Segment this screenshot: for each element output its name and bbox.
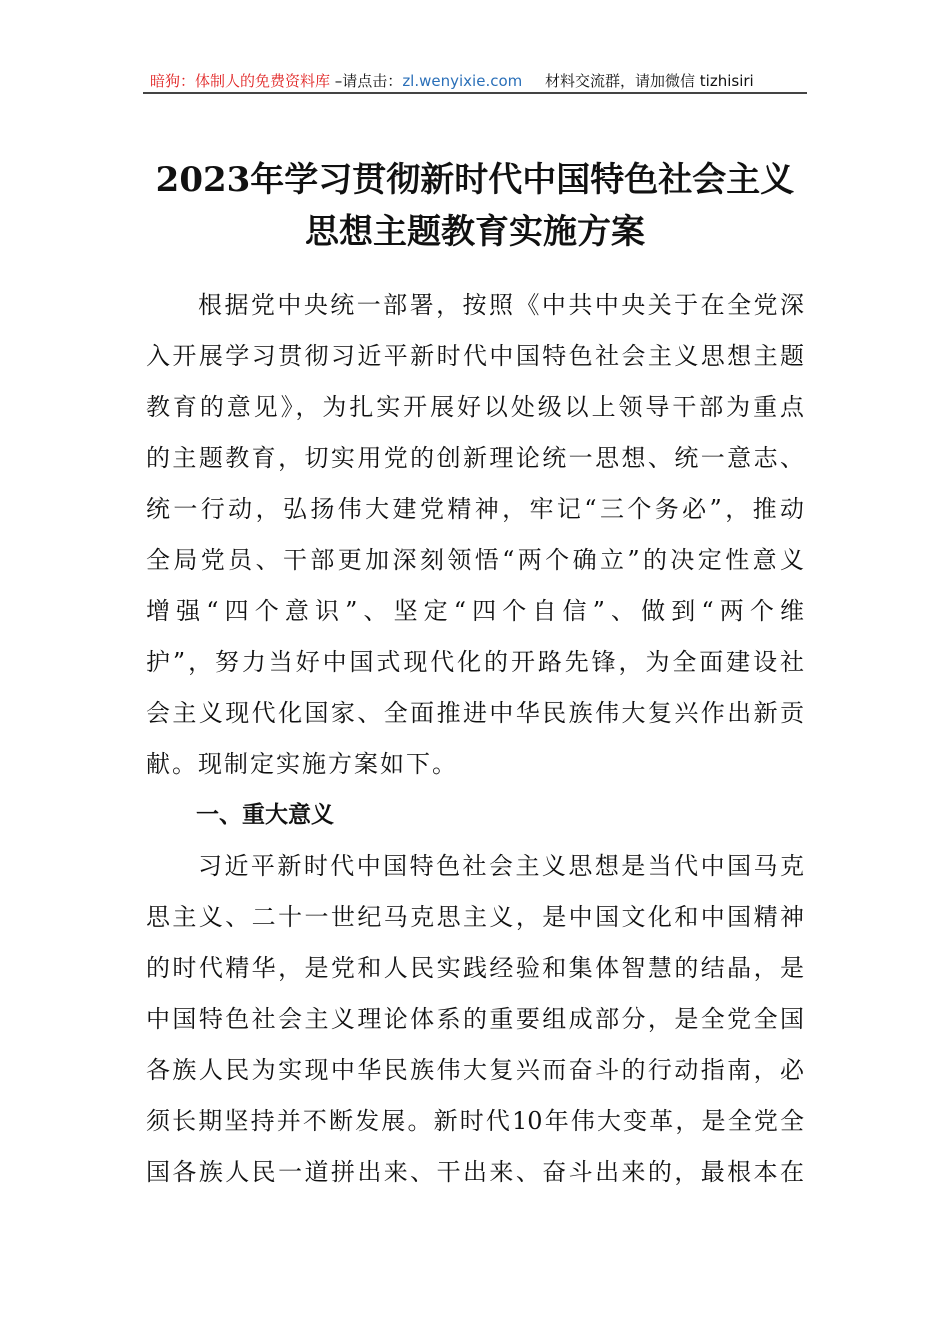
site-link[interactable]: zl.wenyixie.com — [402, 72, 523, 90]
paragraph-line: 护”，努力当好中国式现代化的开路先锋，为全面建设社 — [146, 648, 804, 676]
paragraph-line: 会主义现代化国家、全面推进中华民族伟大复兴作出新贡 — [146, 699, 804, 727]
document-title-line1: 2023年学习贯彻新时代中国特色社会主义 — [155, 160, 795, 200]
paragraph-line: 的时代精华，是党和人民实践经验和集体智慧的结晶，是 — [146, 954, 804, 982]
paragraph-line: 统一行动，弘扬伟大建党精神，牢记“三个务必”，推动 — [146, 495, 804, 523]
document-body — [146, 287, 804, 1205]
paragraph-line: 的主题教育，切实用党的创新理论统一思想、统一意志、 — [146, 444, 804, 472]
paragraph-line: 入开展学习贯彻习近平新时代中国特色社会主义思想主题 — [146, 342, 804, 370]
section-heading: 一、重大意义 — [196, 802, 334, 828]
site-label: 暗狗：体制人的免费资料库 — [150, 72, 331, 90]
paragraph-line: 思主义、二十一世纪马克思主义，是中国文化和中国精神 — [146, 903, 804, 931]
group-note: 材料交流群，请加微信 tizhisiri — [545, 72, 754, 90]
paragraph-line: 全局党员、干部更加深刻领悟“两个确立”的决定性意义 — [146, 546, 804, 574]
paragraph-line: 须长期坚持并不断发展。新时代10年伟大变革，是全党全 — [146, 1107, 804, 1135]
document-title-line2: 思想主题教育实施方案 — [305, 212, 645, 252]
paragraph-line: 献。现制定实施方案如下。 — [146, 750, 458, 778]
header-divider — [143, 92, 807, 94]
paragraph-line: 增强“四个意识”、坚定“四个自信”、做到“两个维 — [146, 597, 804, 625]
paragraph-line: 教育的意见》，为扎实开展好以处级以上领导干部为重点 — [146, 393, 804, 421]
paragraph-line: 习近平新时代中国特色社会主义思想是当代中国马克 — [198, 852, 804, 880]
paragraph-line: 国各族人民一道拼出来、干出来、奋斗出来的，最根本在 — [146, 1158, 804, 1186]
click-prompt: –请点击： — [334, 72, 403, 90]
page-header — [150, 70, 800, 91]
paragraph-line: 根据党中央统一部署，按照《中共中央关于在全党深 — [198, 291, 804, 319]
paragraph-line: 各族人民为实现中华民族伟大复兴而奋斗的行动指南，必 — [146, 1056, 804, 1084]
paragraph-line: 中国特色社会主义理论体系的重要组成部分，是全党全国 — [146, 1005, 804, 1033]
